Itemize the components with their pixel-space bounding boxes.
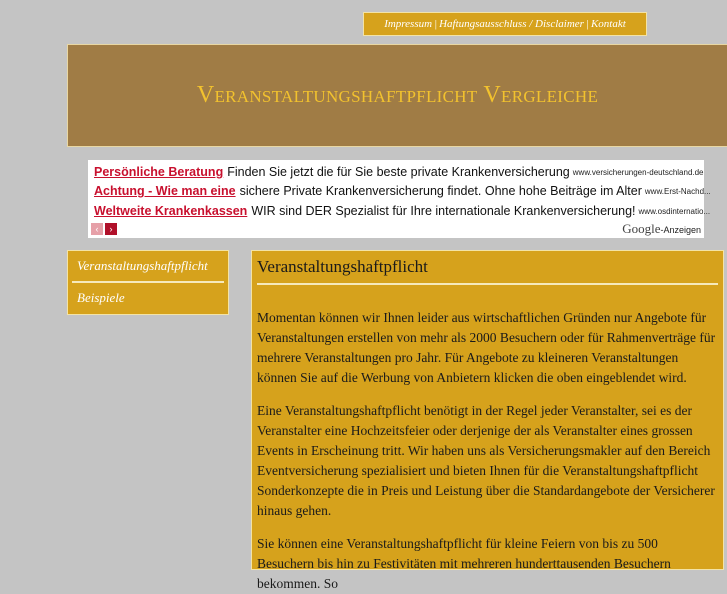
ad-title-link[interactable]: Achtung - Wie man eine <box>94 184 236 198</box>
disclaimer-link[interactable]: Haftungsausschluss / Disclaimer <box>439 18 584 30</box>
ad-url[interactable]: www.versicherungen-deutschland.de <box>572 167 704 177</box>
ad-row[interactable] <box>94 162 704 182</box>
ad-prev-button[interactable]: ‹ <box>91 223 103 235</box>
page-title: Veranstaltungshaftpflicht Vergleiche <box>196 82 599 108</box>
ad-url[interactable]: www.osdinternatio... <box>638 206 711 216</box>
ad-title-link[interactable]: Weltweite Krankenkassen <box>94 204 248 218</box>
top-navigation <box>363 12 647 36</box>
ad-row[interactable] <box>94 201 711 221</box>
ad-url[interactable]: www.Erst-Nachd... <box>644 186 711 196</box>
sidebar-item-veranstaltungshaftpflicht[interactable]: Veranstaltungshaftpflicht <box>72 251 224 283</box>
sidebar-nav <box>67 250 229 315</box>
content-paragraph: Sie können eine Veranstaltungshaftpflicht für kleine Feiern von bis zu 500 Besuchern bis hin zu Festivitäten mit mehreren hunderttausenden Besuchern bekommen. So <box>257 536 671 591</box>
google-logo: Google <box>622 221 661 236</box>
ads-suffix: -Anzeigen <box>660 225 701 235</box>
kontakt-link[interactable]: Kontakt <box>590 18 626 30</box>
impressum-link[interactable]: Impressum <box>384 18 433 30</box>
ad-text: WIR sind DER Spezialist für Ihre internationale Krankenversicherung! <box>251 204 636 218</box>
ad-text: Finden Sie jetzt die für Sie beste private Krankenversicherung <box>227 165 570 179</box>
ad-text: sichere Private Krankenversicherung findet. Ohne hohe Beiträge im Alter <box>239 184 642 198</box>
nav-separator: | <box>585 18 589 30</box>
ad-block <box>88 160 711 238</box>
nav-separator: | <box>434 18 438 30</box>
header-banner <box>67 44 727 147</box>
ad-pagination <box>91 223 117 235</box>
sidebar-item-beispiele[interactable]: Beispiele <box>77 290 125 305</box>
content-heading: Veranstaltungshaftpflicht <box>257 257 718 285</box>
content-paragraph: Eine Veranstaltungshaftpflicht benötigt in der Regel jeder Veranstalter, sei es der Veranstalter eine Hochzeitsfeier oder derjenige der als Veranstalter eines grossen Events in Erscheinung tritt. Wir haben uns als Versicherungsmakler auf den Bereich Eventversicherung spezialisiert und bieten Ihnen für die Veranstaltungshaftpflicht Sonderkonzepte die in Preis und Leistung über die Standardangebote der Versicherer hinaus gehen. <box>257 403 715 518</box>
main-content <box>251 250 724 591</box>
content-paragraph: Momentan können wir Ihnen leider aus wirtschaftlichen Gründen nur Angebote für Veranstaltungen erstellen von mehr als 2000 Besuchern oder für Rahmenverträge für mehrere Veranstaltungen pro Jahr. Für Angebote zu kleineren Veranstaltungen können Sie auf die Werbung von Anbietern klicken die oben eingeblendet wird. <box>257 310 716 385</box>
ad-title-link[interactable]: Persönliche Beratung <box>94 165 224 179</box>
ad-next-button[interactable]: › <box>105 223 117 235</box>
ad-row[interactable] <box>94 181 711 201</box>
google-ads-label[interactable] <box>622 221 701 237</box>
